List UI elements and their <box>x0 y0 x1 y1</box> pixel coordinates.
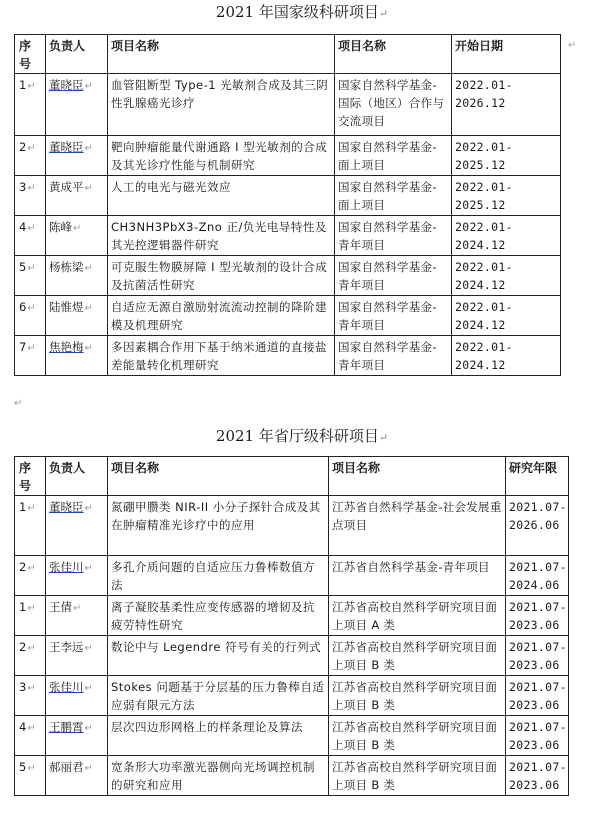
table-row <box>15 596 569 636</box>
project-source-cell <box>329 496 506 556</box>
paragraph-mark: ↵ <box>14 398 23 409</box>
project-title-cell <box>108 296 335 336</box>
project-dates-cell <box>506 596 569 636</box>
project-title-cell <box>108 256 335 296</box>
project-dates: 2022.01-2026.12 <box>455 78 513 110</box>
person-name: 王李远 <box>49 640 84 654</box>
project-dates: 2022.01-2024.12 <box>455 340 513 372</box>
project-source: 国家自然科学基金-面上项目 <box>338 140 437 172</box>
project-source-cell <box>335 74 452 136</box>
project-title: 数论中与 Legendre 符号有关的行列式 <box>111 640 322 654</box>
project-title-cell <box>108 336 335 376</box>
header-duration: 研究年限 <box>506 457 569 496</box>
project-dates-cell <box>506 556 569 596</box>
cell-end-mark: ↵ <box>27 643 36 654</box>
project-source-cell <box>329 596 506 636</box>
cell-end-mark: ↵ <box>27 303 36 314</box>
row-number-cell <box>15 756 46 796</box>
table-row <box>15 74 561 136</box>
project-source-cell <box>329 676 506 716</box>
row-number-cell <box>15 596 46 636</box>
project-dates: 2021.07-2023.06 <box>509 680 567 712</box>
project-source: 国家自然科学基金-面上项目 <box>338 180 437 212</box>
table-row <box>15 216 561 256</box>
project-source-cell <box>335 136 452 176</box>
project-title-cell <box>108 716 329 756</box>
project-title-cell <box>108 596 329 636</box>
person-name[interactable]: 王鹏霄 <box>49 720 84 734</box>
cell-end-mark: ↵ <box>27 563 36 574</box>
cell-end-mark: ↵ <box>27 503 36 514</box>
person-name-cell <box>46 74 108 136</box>
row-number-cell <box>15 256 46 296</box>
table-row <box>15 556 569 596</box>
table-row <box>15 296 561 336</box>
project-source: 国家自然科学基金-国际（地区）合作与交流项目 <box>338 78 445 128</box>
project-title-cell <box>108 556 329 596</box>
row-number: 3 <box>19 180 27 194</box>
project-dates: 2022.01-2025.12 <box>455 180 513 212</box>
person-name: 黄成平 <box>49 180 84 194</box>
header-no: 序号 <box>15 457 46 496</box>
project-source: 国家自然科学基金-青年项目 <box>338 340 437 372</box>
project-title-cell <box>108 74 335 136</box>
row-number-cell <box>15 556 46 596</box>
provincial-projects-table <box>14 456 569 796</box>
row-number: 5 <box>19 760 27 774</box>
row-number-cell <box>15 716 46 756</box>
cell-end-mark: ↵ <box>27 343 36 354</box>
table-row <box>15 256 561 296</box>
row-number-cell <box>15 216 46 256</box>
project-dates: 2021.07-2023.06 <box>509 640 567 672</box>
row-number: 2 <box>19 640 27 654</box>
row-number: 1 <box>19 78 27 92</box>
project-source-cell <box>335 336 452 376</box>
project-dates-cell <box>506 496 569 556</box>
project-dates: 2022.01-2024.12 <box>455 260 513 292</box>
project-dates: 2021.07-2023.06 <box>509 760 567 792</box>
header-no: 序号 <box>15 35 46 74</box>
project-source: 江苏省自然科学基金-社会发展重点项目 <box>332 500 502 532</box>
row-number: 1 <box>19 500 27 514</box>
project-dates-cell <box>506 716 569 756</box>
table-row <box>15 756 569 796</box>
person-name[interactable]: 张佳川 <box>49 560 84 574</box>
project-source-cell <box>329 636 506 676</box>
table-row <box>15 716 569 756</box>
section1-title: 2021 年国家级科研项目↵ <box>215 3 389 21</box>
project-dates: 2022.01-2024.12 <box>455 300 513 332</box>
cell-end-mark: ↵ <box>27 763 36 774</box>
project-dates-cell <box>452 136 561 176</box>
project-title-cell <box>108 176 335 216</box>
project-source: 江苏省高校自然科学研究项目面上项目 B 类 <box>332 760 498 792</box>
project-source-cell <box>329 556 506 596</box>
project-source-cell <box>329 716 506 756</box>
project-source: 江苏省高校自然科学研究项目面上项目 B 类 <box>332 680 498 712</box>
person-name: 郝丽君 <box>49 760 84 774</box>
project-dates: 2021.07-2026.06 <box>509 500 567 532</box>
section2-title: 2021 年省厅级科研项目↵ <box>215 427 389 445</box>
row-number: 6 <box>19 300 27 314</box>
project-source-cell <box>329 756 506 796</box>
person-name-cell <box>46 676 108 716</box>
person-name-cell <box>46 596 108 636</box>
row-number-cell <box>15 136 46 176</box>
project-title: 氮硼甲臜类 NIR-II 小分子探针合成及其在肿瘤精准光诊疗中的应用 <box>111 500 321 532</box>
table-row <box>15 176 561 216</box>
cell-end-mark: ↵ <box>84 723 93 734</box>
person-name[interactable]: 焦艳梅 <box>49 340 84 354</box>
cell-end-mark: ↵ <box>27 81 36 92</box>
project-dates-cell <box>452 296 561 336</box>
project-dates: 2022.01-2025.12 <box>455 140 513 172</box>
project-source: 江苏省高校自然科学研究项目面上项目 B 类 <box>332 640 498 672</box>
person-name: 杨栋梁 <box>49 260 84 274</box>
project-title: 靶向肿瘤能量代谢通路 I 型光敏剂的合成及其光诊疗性能与机制研究 <box>111 140 328 172</box>
project-source-cell <box>335 216 452 256</box>
cell-end-mark: ↵ <box>27 183 36 194</box>
project-dates-cell <box>452 176 561 216</box>
project-title-cell <box>108 136 335 176</box>
header-date: 开始日期 <box>452 35 561 74</box>
person-name-cell <box>46 216 108 256</box>
person-name-cell <box>46 136 108 176</box>
project-source: 国家自然科学基金-青年项目 <box>338 260 437 292</box>
project-title-cell <box>108 216 335 256</box>
cell-end-mark: ↵ <box>73 603 82 614</box>
project-source-cell <box>335 296 452 336</box>
project-title: 血管阻断型 Type-1 光敏剂合成及其三阴性乳腺癌光诊疗 <box>111 78 329 110</box>
header-person: 负责人 <box>46 35 108 74</box>
row-number: 4 <box>19 720 27 734</box>
cell-end-mark: ↵ <box>84 183 93 194</box>
cell-end-mark: ↵ <box>84 683 93 694</box>
project-title-cell <box>108 636 329 676</box>
project-dates-cell <box>506 636 569 676</box>
project-dates-cell <box>452 74 561 136</box>
person-name-cell <box>46 496 108 556</box>
person-name-cell <box>46 296 108 336</box>
person-name[interactable]: 张佳川 <box>49 680 84 694</box>
project-title: Stokes 问题基于分层基的压力鲁棒自适应弱有限元方法 <box>111 680 325 712</box>
person-name[interactable]: 董晓臣 <box>49 500 84 514</box>
project-source-cell <box>335 256 452 296</box>
row-number-cell <box>15 336 46 376</box>
row-number-cell <box>15 636 46 676</box>
person-name-cell <box>46 176 108 216</box>
cell-end-mark: ↵ <box>84 503 93 514</box>
project-dates-cell <box>452 216 561 256</box>
project-title-cell <box>108 496 329 556</box>
table-row <box>15 676 569 716</box>
row-number: 4 <box>19 220 27 234</box>
table-header-row <box>15 35 561 74</box>
project-source: 国家自然科学基金-青年项目 <box>338 220 437 252</box>
project-dates: 2021.07-2023.06 <box>509 600 567 632</box>
row-number: 5 <box>19 260 27 274</box>
project-title: 多孔介质问题的自适应压力鲁棒数值方法 <box>111 560 315 592</box>
person-name-cell <box>46 716 108 756</box>
project-title: 人工的电光与磁光效应 <box>111 180 231 194</box>
cell-end-mark: ↵ <box>27 263 36 274</box>
paragraph-mark: ↵ <box>568 40 577 51</box>
header-person: 负责人 <box>46 457 108 496</box>
project-title: 可克服生物膜屏障 I 型光敏剂的设计合成及抗菌活性研究 <box>111 260 328 292</box>
project-title-cell <box>108 756 329 796</box>
cell-end-mark: ↵ <box>84 763 93 774</box>
cell-end-mark: ↵ <box>84 143 93 154</box>
person-name: 陆惟煜 <box>49 300 84 314</box>
table-row <box>15 636 569 676</box>
project-dates-cell <box>452 336 561 376</box>
project-source: 国家自然科学基金-青年项目 <box>338 300 437 332</box>
row-number-cell <box>15 296 46 336</box>
project-source: 江苏省高校自然科学研究项目面上项目 B 类 <box>332 720 498 752</box>
person-name-cell <box>46 756 108 796</box>
project-source-cell <box>335 176 452 216</box>
project-title: 宽条形大功率激光器侧向光场调控机制的研究和应用 <box>111 760 315 792</box>
project-title: 多因素耦合作用下基于纳米通道的直接盐差能量转化机理研究 <box>111 340 327 372</box>
cell-end-mark: ↵ <box>27 603 36 614</box>
person-name: 陈峰 <box>49 220 72 234</box>
header-source: 项目名称 <box>329 457 506 496</box>
person-name[interactable]: 董晓臣 <box>49 78 84 92</box>
row-number-cell <box>15 676 46 716</box>
cell-end-mark: ↵ <box>73 223 82 234</box>
row-number-cell <box>15 496 46 556</box>
row-number-cell <box>15 176 46 216</box>
cell-end-mark: ↵ <box>84 303 93 314</box>
table-row <box>15 136 561 176</box>
project-dates: 2021.07-2024.06 <box>509 560 567 592</box>
project-dates-cell <box>506 756 569 796</box>
project-title: CH3NH3PbX3-Zno 正/负光电导特性及其光控逻辑器件研究 <box>111 220 327 252</box>
row-number: 1 <box>19 600 27 614</box>
person-name-cell <box>46 336 108 376</box>
cell-end-mark: ↵ <box>84 643 93 654</box>
project-title-cell <box>108 676 329 716</box>
table-header-row <box>15 457 569 496</box>
project-dates: 2022.01-2024.12 <box>455 220 513 252</box>
national-projects-table <box>14 34 561 376</box>
person-name: 王倩 <box>49 600 72 614</box>
row-number: 2 <box>19 560 27 574</box>
person-name-cell <box>46 636 108 676</box>
project-dates: 2021.07-2023.06 <box>509 720 567 752</box>
project-title: 层次四边形网格上的样条理论及算法 <box>111 720 303 734</box>
row-number-cell <box>15 74 46 136</box>
table-row <box>15 496 569 556</box>
cell-end-mark: ↵ <box>84 81 93 92</box>
cell-end-mark: ↵ <box>84 563 93 574</box>
row-number: 7 <box>19 340 27 354</box>
project-dates-cell <box>452 256 561 296</box>
header-project: 项目名称 <box>108 457 329 496</box>
cell-end-mark: ↵ <box>27 143 36 154</box>
row-number: 2 <box>19 140 27 154</box>
cell-end-mark: ↵ <box>84 343 93 354</box>
header-source: 项目名称 <box>335 35 452 74</box>
person-name-cell <box>46 256 108 296</box>
person-name-cell <box>46 556 108 596</box>
cell-end-mark: ↵ <box>27 683 36 694</box>
row-number: 3 <box>19 680 27 694</box>
cell-end-mark: ↵ <box>27 723 36 734</box>
project-dates-cell <box>506 676 569 716</box>
person-name[interactable]: 董晓臣 <box>49 140 84 154</box>
table-row <box>15 336 561 376</box>
project-title: 自适应无源自激励射流流动控制的降阶建模及机理研究 <box>111 300 327 332</box>
project-source: 江苏省自然科学基金-青年项目 <box>332 560 490 574</box>
project-title: 离子凝胶基柔性应变传感器的增韧及抗疲劳特性研究 <box>111 600 315 632</box>
cell-end-mark: ↵ <box>27 223 36 234</box>
header-project: 项目名称 <box>108 35 335 74</box>
project-source: 江苏省高校自然科学研究项目面上项目 A 类 <box>332 600 498 632</box>
cell-end-mark: ↵ <box>84 263 93 274</box>
